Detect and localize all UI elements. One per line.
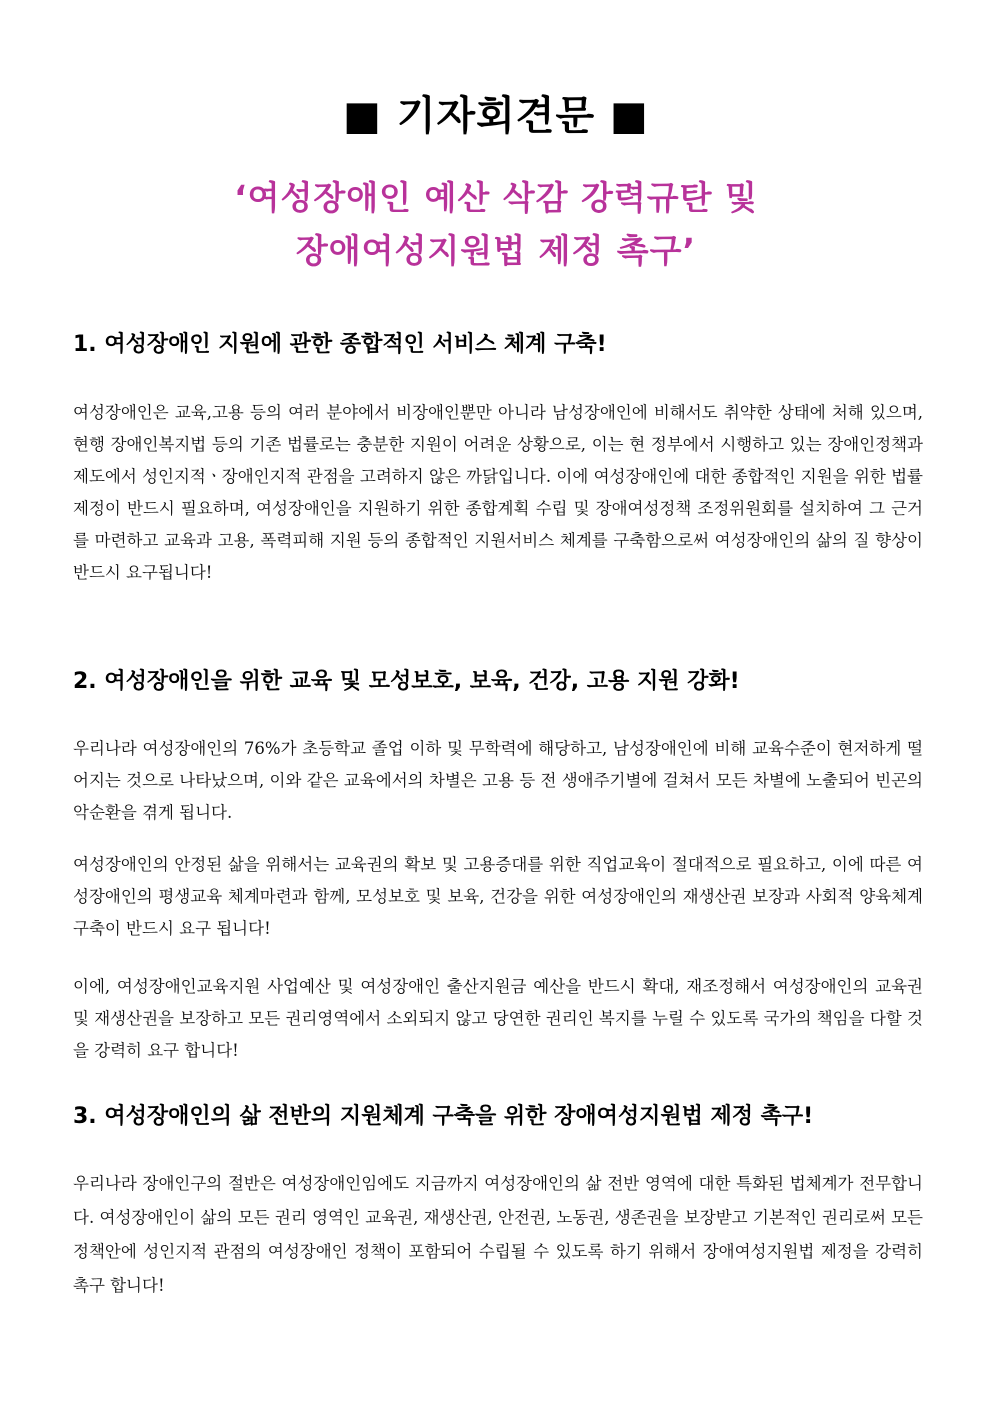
section-1-heading: 1. 여성장애인 지원에 관한 종합적인 서비스 체계 구축! xyxy=(73,332,607,357)
document-title: ■ 기자회견문 ■ xyxy=(343,93,649,139)
section-2-heading: 2. 여성장애인을 위한 교육 및 모성보호, 보육, 건강, 고용 지원 강화! xyxy=(73,669,740,694)
document-subtitle-line-2: 장애여성지원법 제정 촉구’ xyxy=(295,231,697,270)
section-2-paragraph-1: 우리나라 여성장애인의 76%가 초등학교 졸업 이하 및 무학력에 해당하고, 남성장애인에 비해 교육수준이 현저하게 떨어지는 것으로 나타났으며, 이와 같은 교육에서의 차별은 고용 등 전 생애주기별에 걸쳐서 모든 차별에 노출되어 빈곤의 악순환을 겪게 됩니다. xyxy=(73,739,923,822)
section-2-paragraph-2: 여성장애인의 안정된 삶을 위해서는 교육권의 확보 및 고용증대를 위한 직업교육이 절대적으로 필요하고, 이에 따른 여성장애인의 평생교육 체계마련과 함께, 모성보호 및 보육, 건강을 위한 여성장애인의 재생산권 보장과 사회적 양육체계 구축이 반드시 요구 됩니다! xyxy=(73,855,923,938)
section-1-paragraph-1: 여성장애인은 교육,고용 등의 여러 분야에서 비장애인뿐만 아니라 남성장애인에 비해서도 취약한 상태에 처해 있으며, 현행 장애인복지법 등의 기존 법률로는 충분한 지원이 어려운 상황으로, 이는 현 정부에서 시행하고 있는 장애인정책과 제도에서 성인지적ㆍ장애인지적 관점을 고려하지 않은 까닭입니다. 이에 여성장애인에 대한 종합적인 지원을 위한 법률 제정이 반드시 필요하며, 여성장애인을 지원하기 위한 종합계획 수립 및 장애여성정책 조정위원회를 설치하여 그 근거를 마련하고 교육과 고용, 폭력피해 지원 등의 종합적인 지원서비스 체계를 구축함으로써 여성장애인의 삶의 질 향상이 반드시 요구됩니다! xyxy=(73,403,923,582)
document-subtitle-line-1: ‘여성장애인 예산 삭감 강력규탄 및 xyxy=(234,178,758,217)
section-2-paragraph-3: 이에, 여성장애인교육지원 사업예산 및 여성장애인 출산지원금 예산을 반드시 확대, 재조정해서 여성장애인의 교육권 및 재생산권을 보장하고 모든 권리영역에서 소외되지 않고 당연한 권리인 복지를 누릴 수 있도록 국가의 책임을 다할 것을 강력히 요구 합니다! xyxy=(73,977,923,1060)
section-3-heading: 3. 여성장애인의 삶 전반의 지원체계 구축을 위한 장애여성지원법 제정 촉구! xyxy=(73,1104,814,1129)
section-3-paragraph-1: 우리나라 장애인구의 절반은 여성장애인임에도 지금까지 여성장애인의 삶 전반 영역에 대한 특화된 법체계가 전무합니다. 여성장애인이 삶의 모든 권리 영역인 교육권, 재생산권, 안전권, 노동권, 생존권을 보장받고 기본적인 권리로써 모든 정책안에 성인지적 관점의 여성장애인 정책이 포함되어 수립될 수 있도록 하기 위해서 장애여성지원법 제정을 강력히 촉구 합니다! xyxy=(73,1174,923,1295)
